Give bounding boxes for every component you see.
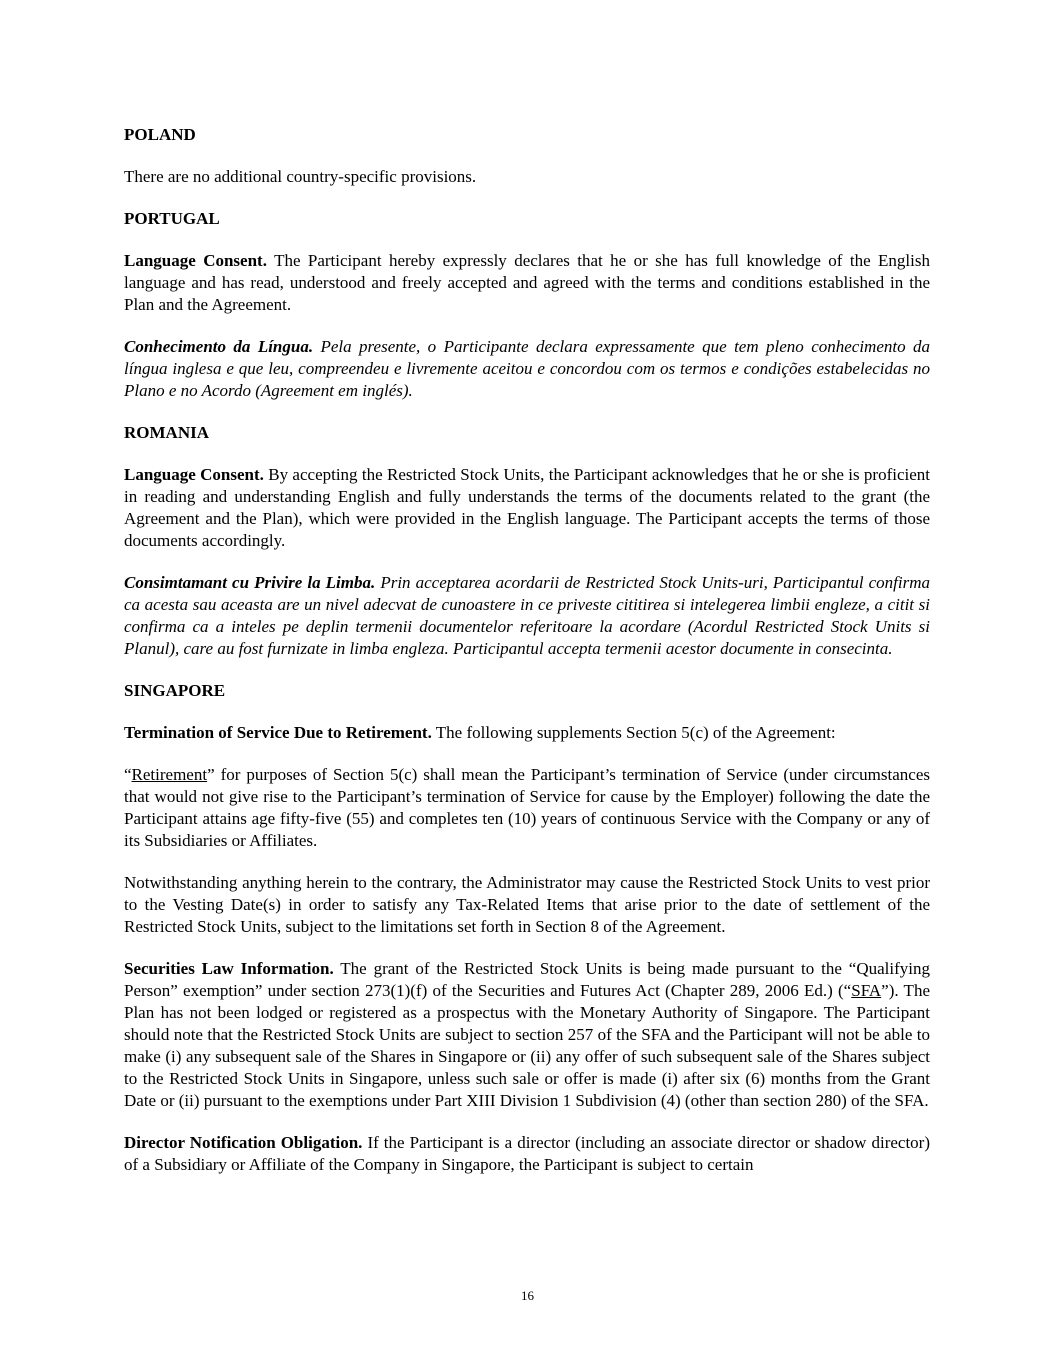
portugal-consent-text: The Participant hereby expressly declares that he or she has full knowledge of the English language and has read, understood and freely accepted and agreed with the terms and conditions established in the Plan and the Agreement. (124, 251, 930, 314)
portugal-consent-pt-title: Conhecimento da Língua. (124, 337, 314, 356)
singapore-notwithstanding: Notwithstanding anything herein to the contrary, the Administrator may cause the Restricted Stock Units to vest prior to the Vesting Date(s) in order to satisfy any Tax-Related Items that arise prior to the date of settlement of the Restricted Stock Units, subject to the limitations set forth in Section 8 of the Agreement. (124, 873, 930, 936)
section-heading-portugal: PORTUGAL (124, 209, 220, 228)
portugal-consent-pt-text: Pela presente, o Participante declara expressamente que tem pleno conhecimento da língua inglesa e que leu, compreendeu e livremente aceitou e concordou com os termos e condições estabelecidas no Plano e no Acordo (Agreement em inglés). (124, 337, 931, 400)
romania-language-consent-ro (124, 572, 930, 660)
singapore-retirement-title: Termination of Service Due to Retirement. (124, 723, 432, 742)
sfa-defined-term: SFA (851, 981, 882, 1000)
singapore-director-notification (124, 1132, 930, 1176)
section-heading-singapore: SINGAPORE (124, 681, 226, 700)
retirement-definition-text: ” for purposes of Section 5(c) shall mean the Participant’s termination of Service (under circumstances that would not give rise to the Participant’s termination of Service for cause by the Employer) following the date the Participant attains age fifty-five (55) and completes ten (10) years of continuous Service with the Company or any of its Subsidiaries or Affiliates. (124, 765, 930, 850)
romania-language-consent (124, 464, 930, 552)
section-heading-romania: ROMANIA (124, 423, 209, 442)
director-notification-text: If the Participant is a director (including an associate director or shadow director) of a Subsidiary or Affiliate of the Company in Singapore, the Participant is subject to certain (124, 1133, 930, 1174)
portugal-language-consent (124, 250, 930, 316)
securities-law-text-a: The grant of the Restricted Stock Units is being made pursuant to the “Qualifying Person” exemption” under section 273(1)(f) of the Securities and Futures Act (Chapter 289, 2006 Ed.) (“ (124, 959, 930, 1000)
portugal-language-consent-pt (124, 336, 930, 402)
romania-consent-text: By accepting the Restricted Stock Units, the Participant acknowledges that he or she is proficient in reading and understanding English and fully understands the terms of the documents related to the grant (the Agreement and the Plan), which were provided in the English language. The Participant accepts the terms of those documents accordingly. (124, 465, 930, 550)
singapore-retirement-intro (124, 722, 930, 744)
poland-text: There are no additional country-specific provisions. (124, 167, 477, 186)
section-heading-poland: POLAND (124, 125, 196, 144)
romania-consent-ro-title: Consimtamant cu Privire la Limba. (124, 573, 376, 592)
page-number: 16 (521, 1288, 534, 1303)
singapore-retirement-definition (124, 764, 930, 852)
singapore-securities-law (124, 958, 930, 1112)
securities-law-text-b: ”). The Plan has not been lodged or registered as a prospectus with the Monetary Authority of Singapore. The Participant should note that the Restricted Stock Units are subject to section 257 of the SFA and the Participant will not be able to make (i) any subsequent sale of the Shares in Singapore or (ii) any offer of such subsequent sale of the Shares subject to the Restricted Stock Units in Singapore, unless such sale or offer is made (i) after six (6) months from the Grant Date or (ii) pursuant to the exemptions under Part XIII Division 1 Subdivision (4) (other than section 280) of the SFA. (124, 981, 930, 1110)
document-page (124, 124, 930, 1196)
portugal-consent-title: Language Consent. (124, 251, 267, 270)
retirement-defined-term: Retirement (131, 765, 208, 784)
retirement-open-quote: “ (124, 765, 132, 784)
director-notification-title: Director Notification Obligation. (124, 1133, 363, 1152)
romania-consent-title: Language Consent. (124, 465, 264, 484)
romania-consent-ro-text: Prin acceptarea acordarii de Restricted Stock Units-uri, Participantul confirma ca acesta sau aceasta are un nivel adecvat de cunoastere in ce priveste cititirea si intelegerea limbii engleze, a citit si confirma ca a inteles pe deplin termenii documentelor referitoare la acordare (Acordul Restricted Stock Units si Planul), care au fost furnizate in limba engleza. Participantul accepta termenii acestor documente in consecinta. (124, 573, 931, 658)
securities-law-title: Securities Law Information. (124, 959, 334, 978)
singapore-retirement-intro-text: The following supplements Section 5(c) of the Agreement: (435, 723, 836, 742)
